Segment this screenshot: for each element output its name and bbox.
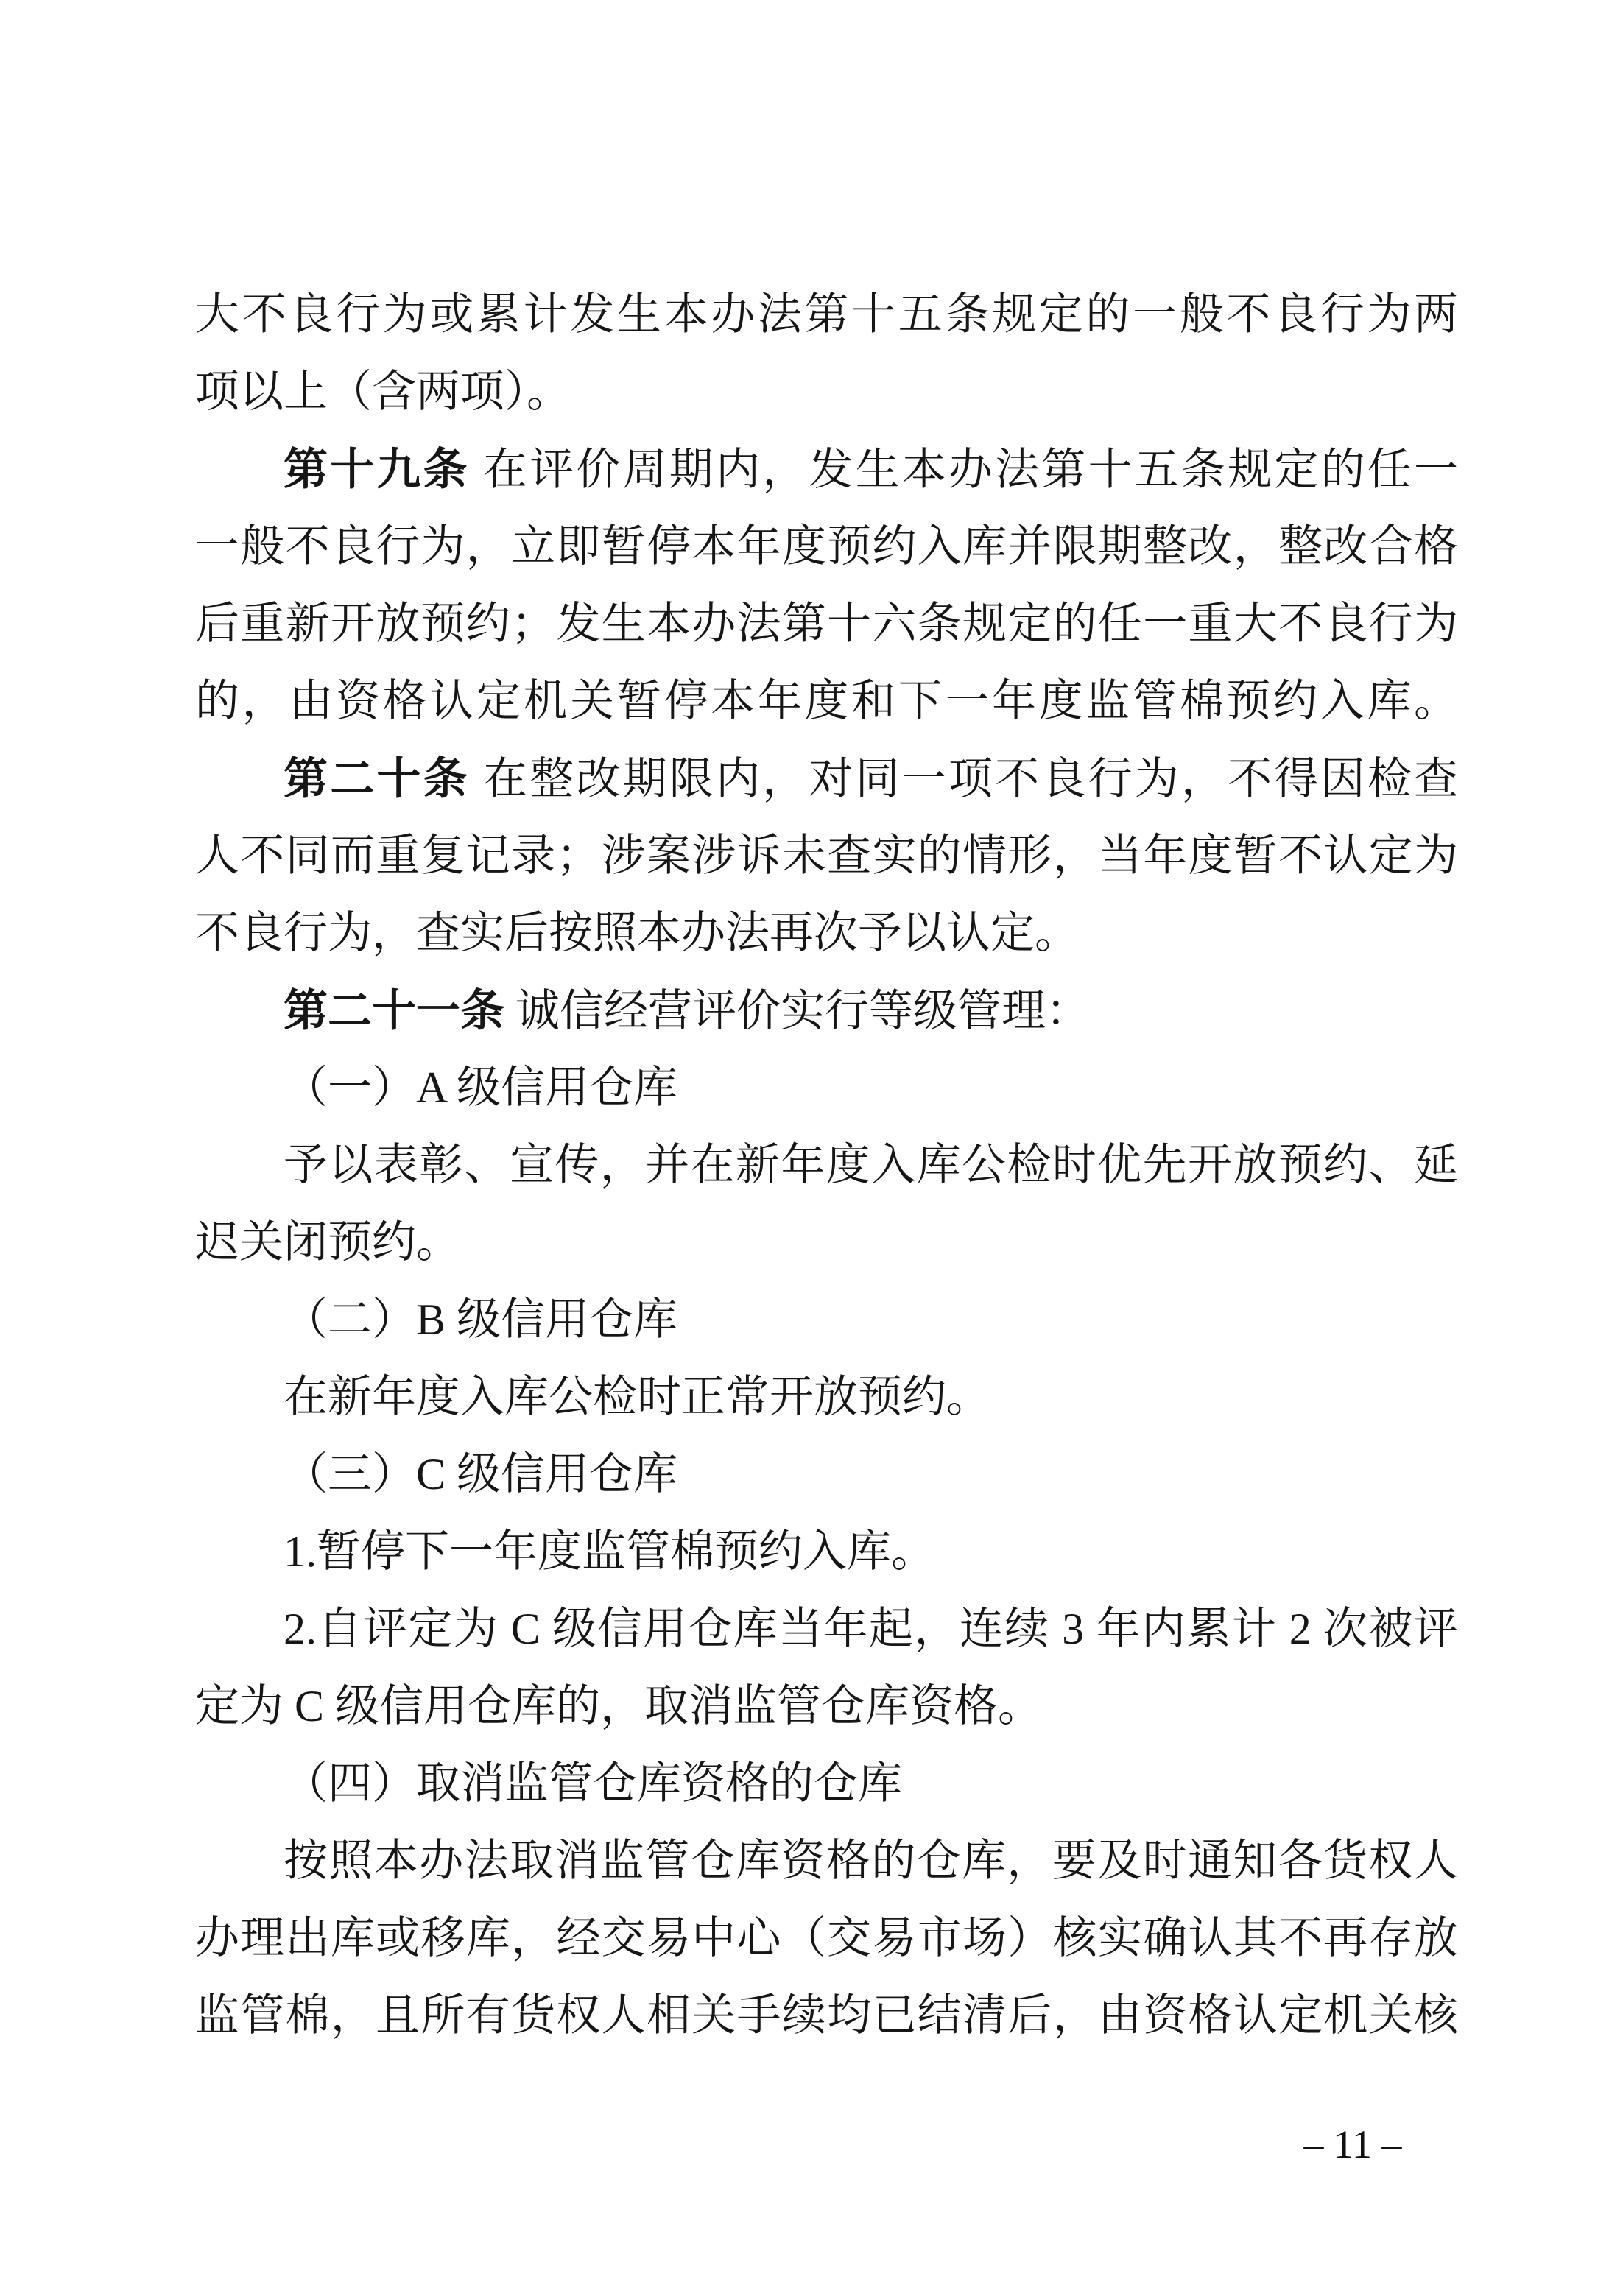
body-text: （三）C 级信用仓库 <box>284 1450 678 1499</box>
article-heading: 第十九条 <box>284 445 470 494</box>
text-line <box>195 1513 1458 1591</box>
text-line <box>195 508 1458 585</box>
text-line <box>195 353 1458 431</box>
body-text: 诚信经营评价实行等级管理： <box>504 987 1090 1035</box>
text-line <box>195 1745 1458 1823</box>
body-text: 2.自评定为 C 级信用仓库当年起，连续 3 年内累计 2 次被评 <box>284 1605 1458 1653</box>
body-text: （四）取消监管仓库资格的仓库 <box>284 1759 902 1808</box>
text-line <box>195 1977 1458 2054</box>
body-text: 予以表彰、宣传，并在新年度入库公检时优先开放预约、延 <box>284 1141 1458 1189</box>
document-body <box>195 276 1458 2054</box>
text-line <box>195 431 1458 508</box>
text-line <box>195 1823 1458 1900</box>
article-heading: 第二十一条 <box>284 986 504 1035</box>
text-line <box>195 1591 1458 1668</box>
body-text: 的，由资格认定机关暂停本年度和下一年度监管棉预约入库。 <box>195 677 1458 725</box>
body-text: 在新年度入库公检时正常开放预约。 <box>284 1373 990 1421</box>
body-text: 迟关闭预约。 <box>195 1218 460 1267</box>
body-text: 不良行为，查实后按照本办法再次予以认定。 <box>195 909 1079 957</box>
body-text: 人不同而重复记录；涉案涉诉未查实的情形，当年度暂不认定为 <box>195 831 1458 880</box>
body-text: 项以上（含两项）。 <box>195 367 571 416</box>
text-line <box>195 663 1458 740</box>
body-text: 在评价周期内，发生本办法第十五条规定的任一 <box>469 446 1459 494</box>
body-text: 一般不良行为，立即暂停本年度预约入库并限期整改，整改合格 <box>195 522 1458 571</box>
page-number: – 11 – <box>1303 2122 1402 2166</box>
body-text: 办理出库或移库，经交易中心（交易市场）核实确认其不再存放 <box>195 1914 1458 1962</box>
body-text: 按照本办法取消监管仓库资格的仓库，要及时通知各货权人 <box>284 1837 1458 1885</box>
text-line <box>195 1359 1458 1436</box>
text-line <box>195 972 1458 1049</box>
text-line <box>195 1668 1458 1745</box>
body-text: 监管棉，且所有货权人相关手续均已结清后，由资格认定机关核 <box>195 1991 1458 2040</box>
body-text: （一）A 级信用仓库 <box>284 1063 678 1112</box>
body-text: 在整改期限内，对同一项不良行为，不得因检查 <box>469 755 1459 803</box>
body-text: （二）B 级信用仓库 <box>284 1295 678 1344</box>
text-line <box>195 817 1458 895</box>
text-line <box>195 1281 1458 1359</box>
text-line <box>195 1127 1458 1204</box>
body-text: 大不良行为或累计发生本办法第十五条规定的一般不良行为两 <box>195 290 1458 339</box>
text-line <box>195 1436 1458 1513</box>
text-line <box>195 740 1458 817</box>
text-line <box>195 1049 1458 1127</box>
body-text: 后重新开放预约；发生本办法第十六条规定的任一重大不良行为 <box>195 599 1458 648</box>
article-heading: 第二十条 <box>284 754 470 803</box>
text-line <box>195 585 1458 663</box>
body-text: 1.暂停下一年度监管棉预约入库。 <box>284 1527 935 1576</box>
body-text: 定为 C 级信用仓库的，取消监管仓库资格。 <box>195 1682 1043 1730</box>
text-line <box>195 276 1458 353</box>
text-line <box>195 1900 1458 1977</box>
text-line <box>195 1204 1458 1281</box>
text-line <box>195 895 1458 972</box>
